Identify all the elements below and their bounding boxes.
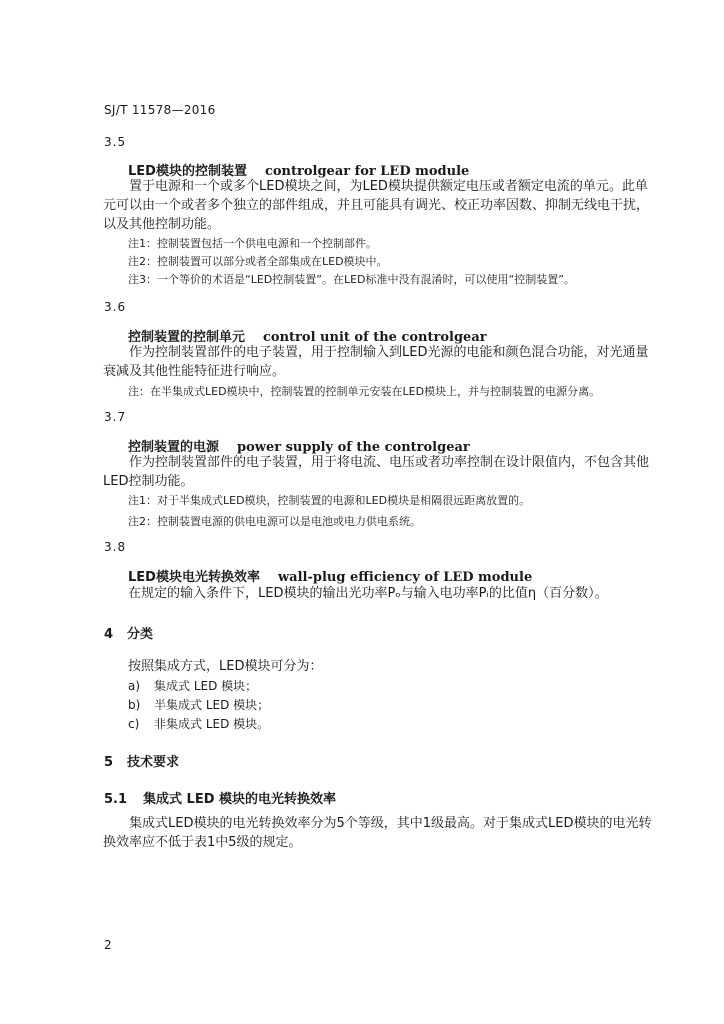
chapter-4-number: 4 [104, 627, 114, 642]
chapter-5-heading [104, 751, 179, 770]
classification-intro: 按照集成方式，LED模块可分为： [128, 659, 323, 674]
standard-code-header: SJ/T 11578—2016 [104, 103, 216, 117]
list-item-a [128, 677, 257, 694]
chapter-5-title: 技术要求 [127, 755, 180, 770]
definition-3-8: 在规定的输入条件下，LED模块的输出光功率Pₒ与输入电功率Pᵢ的比值η（百分数）。 [128, 586, 608, 601]
note-3-6: 注：在半集成式LED模块中，控制装置的控制单元安装在LED模块上，并与控制装置的电源分离。 [128, 385, 601, 398]
term-3-8-english: wall-plug efficiency of LED module [277, 570, 533, 585]
note-3-5-3: 注3：一个等价的术语是“LED控制装置”。在LED标准中没有混淆时，可以使用“控制装置”。 [128, 273, 575, 286]
chapter-4-heading [104, 623, 153, 642]
definition-3-6: 作为控制装置部件的电子装置，用于控制输入到LED光源的电能和颜色混合功能，对光通量衰减及其他性能特征进行响应。 [103, 345, 649, 379]
chapter-4-title: 分类 [127, 627, 154, 642]
clause-number-3-5: 3.5 [104, 135, 127, 149]
clause-number-3-8: 3.8 [104, 540, 127, 554]
term-3-5-english: controlgear for LED module [264, 164, 470, 179]
note-3-7-2: 注2：控制装置电源的供电电源可以是电池或电力供电系统。 [128, 515, 421, 528]
list-item-b-text: 半集成式 LED 模块； [154, 698, 270, 712]
list-item-c-label: c) [128, 717, 140, 731]
list-item-b [128, 696, 269, 713]
clause-number-3-7: 3.7 [104, 410, 127, 424]
clause-5-1-body: 集成式LED模块的电光转换效率分为5个等级，其中1级最高。对于集成式LED模块的电光转换效率应不低于表1中5级的规定。 [103, 816, 652, 850]
chapter-5-number: 5 [104, 755, 114, 770]
clause-5-1-number: 5.1 [104, 792, 128, 807]
term-3-5-chinese: LED模块的控制装置 [128, 164, 247, 179]
term-3-8 [128, 566, 532, 585]
definition-3-5: 置于电源和一个或多个LED模块之间，为LED模块提供额定电压或者额定电流的单元。此单元可以由一个或者多个独立的部件组成，并且可能具有调光、校正功率因数、抑制无线电干扰，以及其他控制功能。 [103, 179, 650, 232]
note-3-7-1: 注1：对于半集成式LED模块，控制装置的电源和LED模块是相隔很远距离放置的。 [128, 494, 531, 507]
clause-5-1-heading [104, 788, 336, 807]
list-item-a-text: 集成式 LED 模块； [154, 679, 258, 693]
list-item-c [128, 715, 269, 732]
note-3-5-1: 注1：控制装置包括一个供电电源和一个控制部件。 [128, 237, 377, 250]
term-3-6-chinese: 控制装置的控制单元 [128, 330, 246, 345]
note-3-5-2: 注2：控制装置可以部分或者全部集成在LED模块中。 [128, 255, 388, 268]
term-3-7-english: power supply of the controlgear [237, 440, 470, 455]
clause-number-3-6: 3.6 [104, 300, 127, 314]
page-number: 2 [104, 938, 112, 952]
term-3-8-chinese: LED模块电光转换效率 [128, 570, 260, 585]
definition-3-7: 作为控制装置部件的电子装置，用于将电流、电压或者功率控制在设计限值内，不包含其他LED控制功能。 [103, 455, 650, 489]
list-item-c-text: 非集成式 LED 模块。 [154, 717, 270, 731]
term-3-7-chinese: 控制装置的电源 [128, 440, 220, 455]
clause-5-1-title: 集成式 LED 模块的电光转换效率 [143, 792, 337, 807]
list-item-b-label: b) [128, 698, 141, 712]
list-item-a-label: a) [128, 679, 141, 693]
term-3-6-english: control unit of the controlgear [263, 330, 487, 345]
